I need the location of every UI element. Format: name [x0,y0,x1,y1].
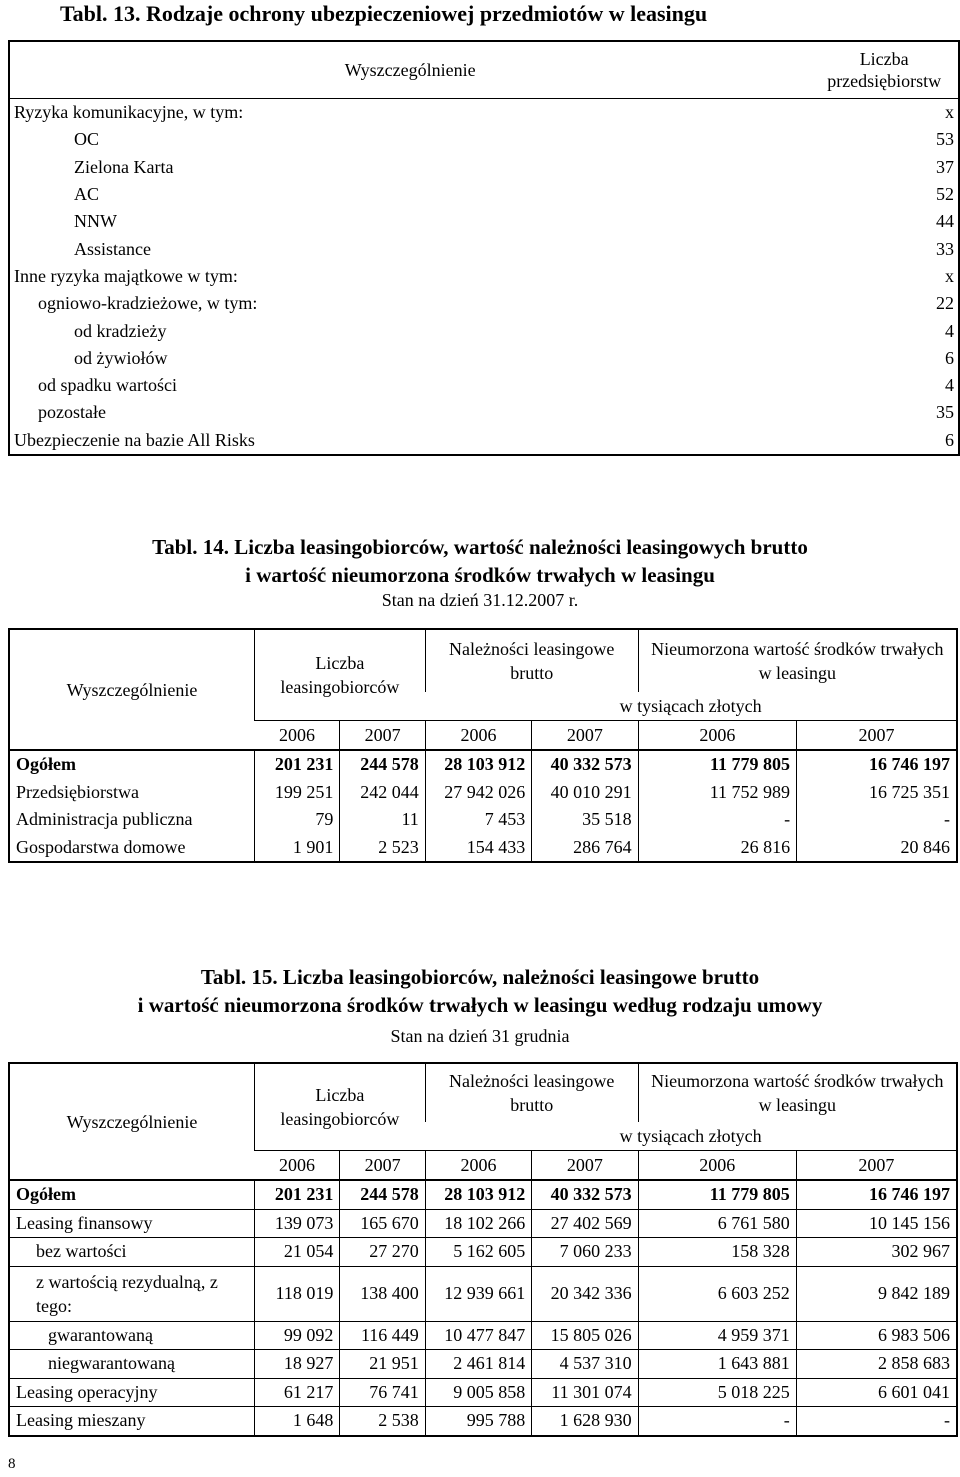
table-row: AC 52 [74,184,954,205]
table-row: Zielona Karta 37 [74,156,954,177]
table-13-col-count: Liczba przedsiębiorstw [810,41,959,99]
table-15-col-value: Nieumorzona wartość środków trwałych w leasingu [638,1063,957,1122]
table-row: ogniowo-kradzieżowe, w tym: 22 [38,293,954,314]
table-row: Leasing finansowy 139 073 165 670 18 102 266 27 402 569 6 761 580 10 145 156 [9,1209,957,1238]
table-row: Ogółem 201 231 244 578 28 103 912 40 332 573 11 779 805 16 746 197 [9,750,957,779]
table-14-col-item: Wyszczególnienie [9,629,255,750]
table-14-col-receivables: Należności leasingowe brutto [425,629,638,692]
table-13-col-item: Wyszczególnienie [9,41,810,99]
table-14-subtitle: Stan na dzień 31.12.2007 r. [381,590,579,610]
table-row: niegwarantowaną 18 927 21 951 2 461 814 4 537 310 1 643 881 2 858 683 [9,1350,957,1379]
table-row: Ubezpieczenie na bazie All Risks 6 [14,429,954,450]
table-13 [8,40,960,456]
table-row: Administracja publiczna 79 11 7 453 35 518 - - [9,806,957,834]
table-15-col-receivables: Należności leasingowe brutto [425,1063,638,1122]
table-row: NNW 44 [74,211,954,232]
page-number: 8 [8,1456,16,1472]
table-row: z wartością rezydualną, z tego: 118 019 138 400 12 939 661 20 342 336 6 603 252 9 842 189 [9,1266,957,1321]
table-14-col-lessees: Liczba leasingobiorców [255,629,426,721]
table-row: od żywiołów 6 [74,347,954,368]
table-row: OC 53 [74,129,954,150]
table-row: od kradzieży 4 [74,320,954,341]
table-row: Assistance 33 [74,238,954,259]
table-13-header [9,41,959,99]
table-row: gwarantowaną 99 092 116 449 10 477 847 15 805 026 4 959 371 6 983 506 [9,1321,957,1350]
table-row: Ryzyka komunikacyjne, w tym: x [14,102,954,123]
table-15-col-item: Wyszczególnienie [9,1063,255,1180]
table-15 [8,1062,958,1437]
table-row: bez wartości 21 054 27 270 5 162 605 7 060 233 158 328 302 967 [9,1238,957,1267]
table-row: pozostałe 35 [38,402,954,423]
table-14 [8,628,958,863]
table-14-header [9,629,957,692]
table-row: Leasing mieszany 1 648 2 538 995 788 1 628 930 - - [9,1407,957,1436]
table-15-subtitle: Stan na dzień 31 grudnia [390,1026,570,1046]
table-14-title: Tabl. 14. Liczba leasingobiorców, wartość należności leasingowych brutto i wartość nieumorzona środków trwałych w leasingu [152,535,808,587]
table-row: Gospodarstwa domowe 1 901 2 523 154 433 286 764 26 816 20 846 [9,834,957,863]
table-row: Inne ryzyka majątkowe w tym: x [14,265,954,286]
table-row: Ogółem 201 231 244 578 28 103 912 40 332 573 11 779 805 16 746 197 [9,1180,957,1209]
table-14-unit: w tysiącach złotych [425,692,957,721]
table-row: od spadku wartości 4 [38,375,954,396]
table-15-col-lessees: Liczba leasingobiorców [255,1063,426,1151]
table-row: Leasing operacyjny 61 217 76 741 9 005 858 11 301 074 5 018 225 6 601 041 [9,1378,957,1407]
table-15-header [9,1063,957,1122]
table-15-title: Tabl. 15. Liczba leasingobiorców, należności leasingowe brutto i wartość nieumorzona środków trwałych w leasingu według rodzaju umowy [137,965,823,1017]
table-13-title: Tabl. 13. Rodzaje ochrony ubezpieczeniowej przedmiotów w leasingu [60,1,708,26]
table-row: Przedsiębiorstwa 199 251 242 044 27 942 026 40 010 291 11 752 989 16 725 351 [9,779,957,807]
table-15-years: 2006 2007 2006 2007 2006 2007 [9,1151,957,1181]
table-14-col-value: Nieumorzona wartość środków trwałych w leasingu [638,629,957,692]
table-14-years: 2006 2007 2006 2007 2006 2007 [9,721,957,751]
table-15-unit: w tysiącach złotych [425,1122,957,1151]
